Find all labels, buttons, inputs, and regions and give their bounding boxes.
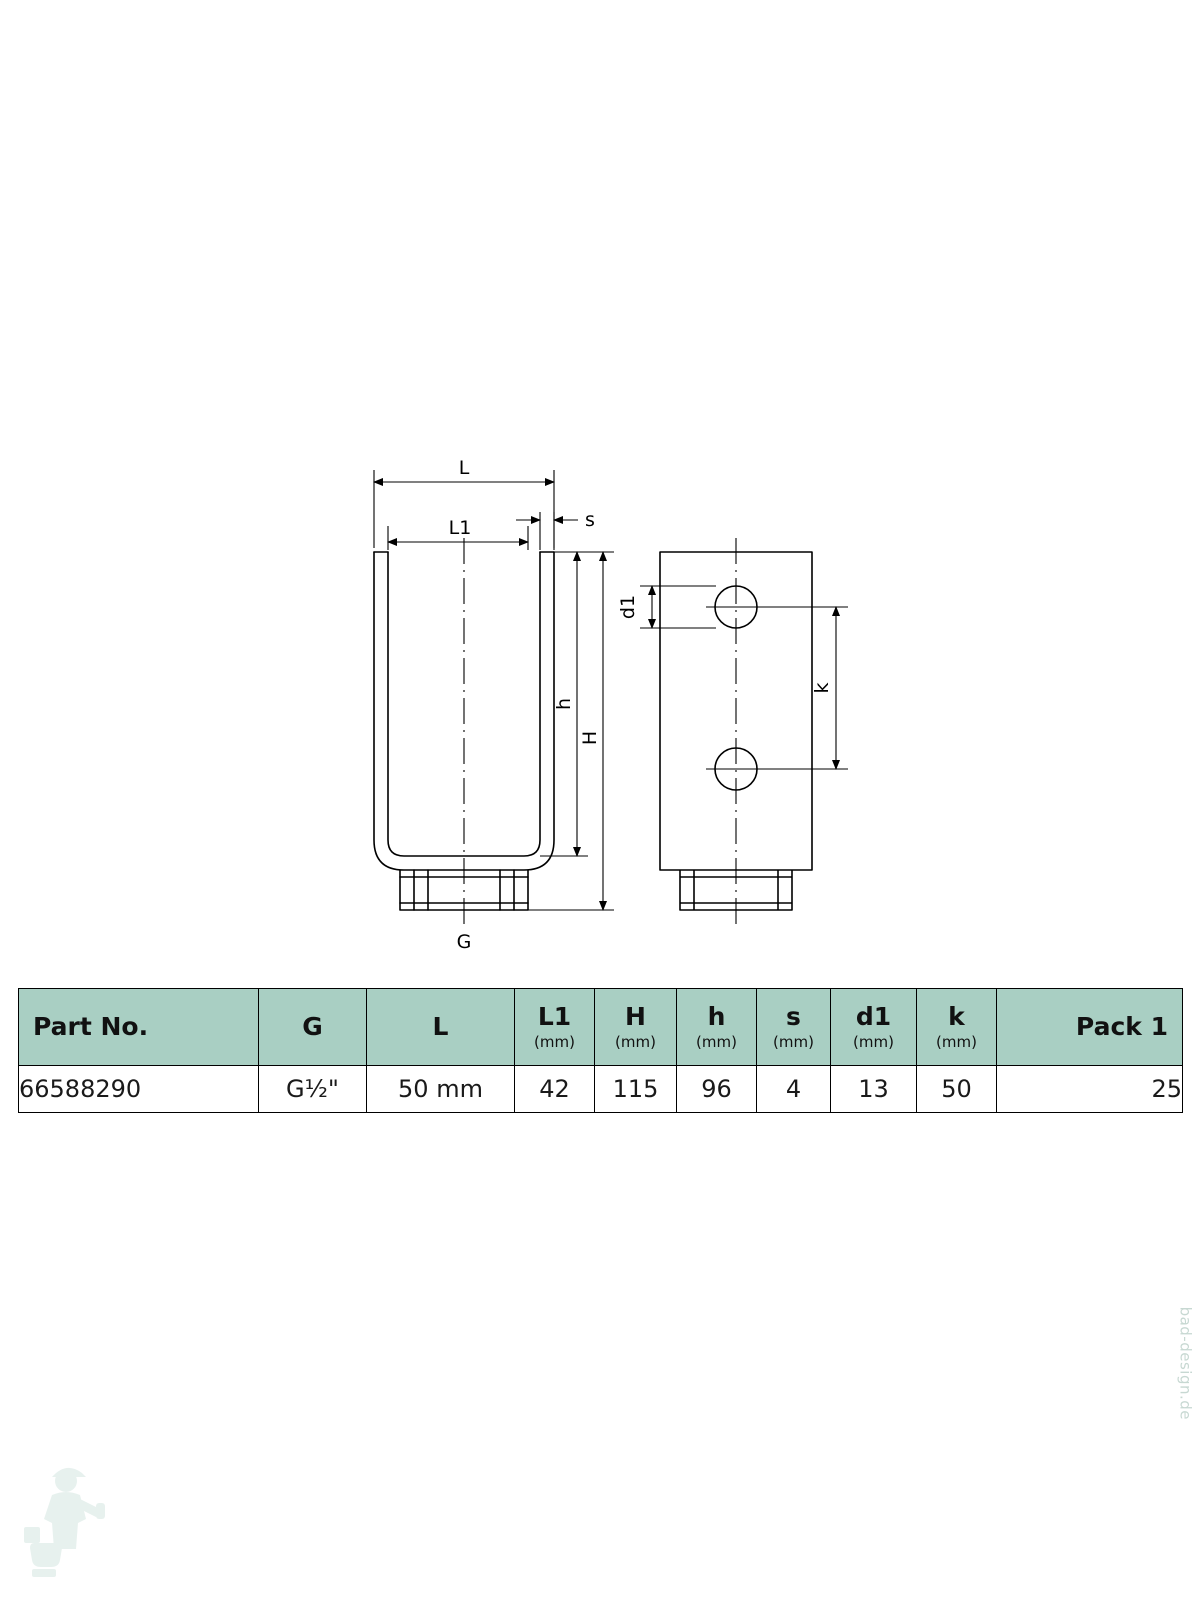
column-header-g — [259, 989, 367, 1066]
column-unit: (mm) — [534, 1032, 575, 1051]
column-label: L — [432, 1011, 449, 1041]
column-label: G — [302, 1011, 323, 1041]
cell-s: 4 — [757, 1066, 831, 1113]
column-label: Part No. — [33, 1011, 149, 1041]
column-label: L1 — [537, 1001, 572, 1031]
dim-label-H: H — [579, 730, 601, 746]
dim-label-k: k — [811, 682, 833, 694]
cell-pack: 25 — [997, 1066, 1183, 1113]
cell-l1: 42 — [515, 1066, 595, 1113]
column-label: H — [625, 1001, 646, 1031]
dim-label-L1: L1 — [448, 517, 472, 539]
cell-h-upper: 115 — [595, 1066, 677, 1113]
column-header-part-no — [19, 989, 259, 1066]
column-label: d1 — [855, 1001, 892, 1031]
column-label: Pack 1 — [1075, 1011, 1168, 1041]
table-row — [19, 1066, 1183, 1113]
plumber-logo-icon — [22, 1465, 132, 1585]
column-header-h-upper — [595, 989, 677, 1066]
column-label: h — [707, 1001, 726, 1031]
column-header-h-lower — [677, 989, 757, 1066]
cell-h-lower: 96 — [677, 1066, 757, 1113]
column-header-l — [367, 989, 515, 1066]
column-label: k — [948, 1001, 965, 1031]
specification-table-container — [18, 988, 1182, 1113]
cell-g: G½" — [259, 1066, 367, 1113]
cell-part-no: 66588290 — [19, 1066, 259, 1113]
site-watermark: bad-design.de — [1176, 1306, 1194, 1420]
cell-k: 50 — [917, 1066, 997, 1113]
dim-label-s: s — [585, 509, 595, 531]
dim-label-d1: d1 — [617, 594, 639, 620]
dim-label-G: G — [456, 931, 472, 953]
column-header-s — [757, 989, 831, 1066]
cell-d1: 13 — [831, 1066, 917, 1113]
column-label: s — [786, 1001, 801, 1031]
column-unit: (mm) — [936, 1032, 977, 1051]
column-header-pack — [997, 989, 1183, 1066]
dimension-drawing-svg — [0, 400, 1200, 980]
column-unit: (mm) — [696, 1032, 737, 1051]
column-header-d1 — [831, 989, 917, 1066]
column-unit: (mm) — [615, 1032, 656, 1051]
table-header-row — [19, 989, 1183, 1066]
dim-label-h: h — [553, 697, 575, 711]
column-unit: (mm) — [773, 1032, 814, 1051]
cell-l: 50 mm — [367, 1066, 515, 1113]
dim-label-L: L — [458, 457, 470, 479]
specification-table — [18, 988, 1183, 1113]
technical-drawing — [0, 400, 1200, 980]
column-header-l1 — [515, 989, 595, 1066]
column-unit: (mm) — [853, 1032, 894, 1051]
column-header-k — [917, 989, 997, 1066]
